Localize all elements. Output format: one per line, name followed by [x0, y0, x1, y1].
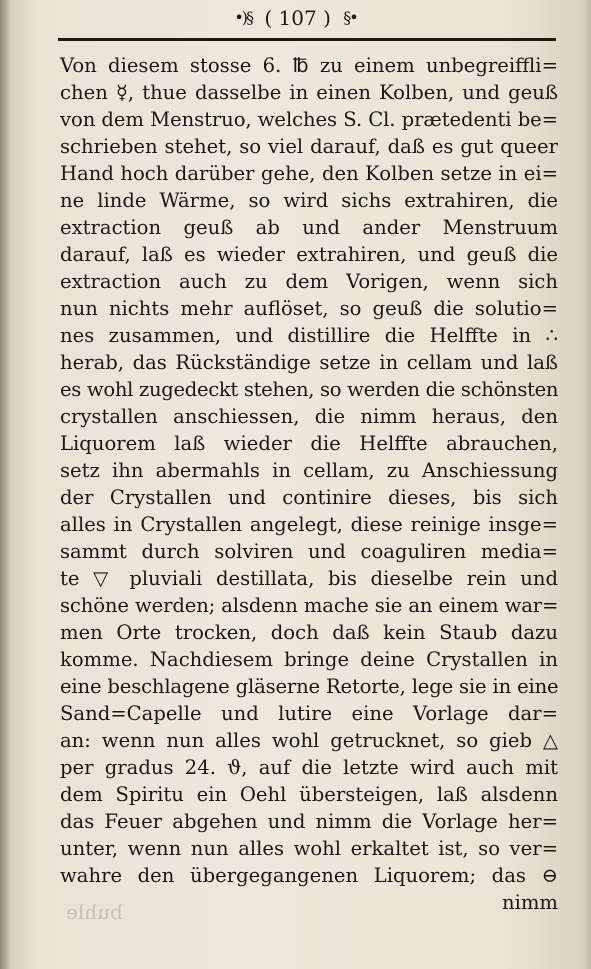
text-line: setz ihn abermahls in cellam, zu Anschiessung	[60, 459, 558, 482]
text-line: schöne werden; alsdenn mache sie an einem war=	[60, 594, 559, 617]
text-line: men Orte trocken, doch daß kein Staub dazu	[60, 621, 558, 644]
text-line: Sand=Capelle und lutire eine Vorlage dar=	[60, 702, 558, 725]
text-line: nun nichts mehr auflöset, so geuß die solutio=	[60, 297, 558, 320]
text-line: sammt durch solviren und coaguliren media=	[60, 540, 558, 563]
ornament-right: §•	[343, 8, 357, 27]
text-line: extraction auch zu dem Vorigen, wenn sich	[60, 270, 558, 293]
bleed-through-text: buhle	[66, 900, 123, 924]
text-line: unter, wenn nun alles wohl erkaltet ist, so ver=	[60, 837, 558, 860]
text-line: eine beschlagene gläserne Retorte, lege sie in eine	[60, 675, 559, 698]
catchword: nimm	[501, 891, 558, 914]
text-line: te ▽ pluviali destillata, bis dieselbe rein und	[60, 567, 558, 590]
text-line: das Feuer abgehen und nimm die Vorlage her=	[60, 810, 558, 833]
text-line: herab, das Rückständige setze in cellam und laß	[60, 351, 558, 374]
text-line: es wohl zugedeckt stehen, so werden die schönsten	[60, 378, 559, 401]
text-line: der Crystallen und continire dieses, bis sich	[60, 486, 558, 509]
text-line: wahre den übergegangenen Liquorem; das ⊖	[60, 864, 558, 887]
text-line: crystallen anschiessen, die nimm heraus, den	[60, 405, 558, 428]
text-line: nes zusammen, und distillire die Helffte in ∴	[60, 324, 558, 347]
header-rule	[58, 38, 556, 41]
text-line: extraction geuß ab und ander Menstruum	[60, 216, 558, 239]
text-line: Von diesem stosse 6. ℔ zu einem unbegreiffli=	[60, 54, 558, 77]
text-line: alles in Crystallen angelegt, diese reinige insge=	[60, 513, 558, 536]
text-line: per gradus 24. ϑ, auf die letzte wird auch mit	[60, 756, 558, 779]
text-line: von dem Menstruo, welches S. Cl. prætedenti be=	[60, 108, 558, 131]
text-line: Liquorem laß wieder die Helffte abrauchen,	[60, 432, 558, 455]
text-line: darauf, laß es wieder extrahiren, und geuß die	[60, 243, 558, 266]
text-line: dem Spiritu ein Oehl übersteigen, laß alsdenn	[60, 783, 558, 806]
page-edge-shadow	[583, 0, 591, 969]
page-header	[0, 6, 591, 30]
text-line: Hand hoch darüber gehe, den Kolben setze in ei=	[60, 162, 558, 185]
ornament-left: •)§	[234, 8, 253, 27]
text-line: ne linde Wärme, so wird sichs extrahiren, die	[60, 189, 558, 212]
body-text	[60, 52, 558, 916]
text-line: komme. Nachdiesem bringe deine Crystallen in	[60, 648, 558, 671]
page-number: ( 107 )	[264, 6, 331, 30]
text-line: schrieben stehet, so viel darauf, daß es gut queer	[60, 135, 558, 158]
text-line: an: wenn nun alles wohl getrucknet, so gieb △	[60, 729, 558, 752]
page-gutter-shadow	[0, 0, 10, 969]
text-line: chen ☿, thue dasselbe in einen Kolben, und geuß	[60, 81, 558, 104]
